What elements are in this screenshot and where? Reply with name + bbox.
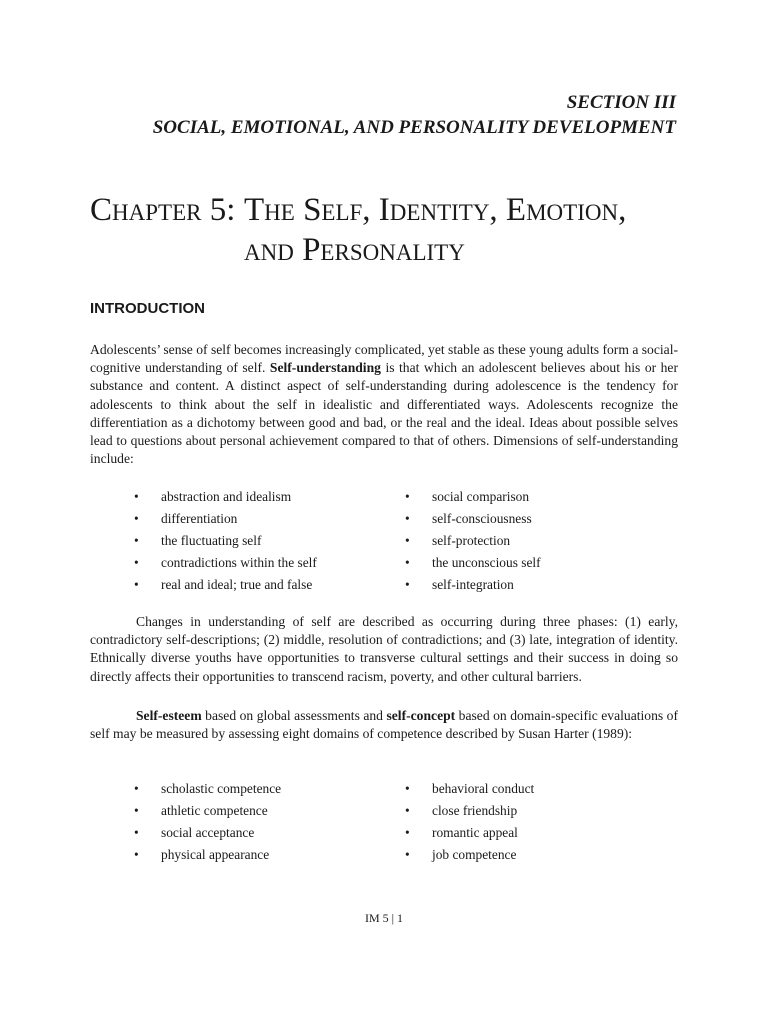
- paragraph-text: Adolescents’ sense of self becomes increasingly complicated, yet stable as these young adults form a social-cognitive understanding of self.: [90, 342, 678, 376]
- list-item-text: physical appearance: [161, 847, 270, 862]
- list-item: [134, 486, 317, 508]
- list-item: [134, 844, 281, 866]
- list-item: [405, 844, 534, 866]
- section-header: [153, 90, 676, 140]
- list-item-text: romantic appeal: [432, 825, 518, 840]
- list-item-text: the unconscious self: [432, 555, 541, 570]
- list-item: [405, 778, 534, 800]
- list-item: [134, 822, 281, 844]
- list-item-text: job competence: [432, 847, 517, 862]
- list-item: [134, 800, 281, 822]
- list-item: [405, 800, 534, 822]
- section-title: SOCIAL, EMOTIONAL, AND PERSONALITY DEVELOPMENT: [152, 117, 676, 138]
- bullet-icon: •: [405, 847, 410, 862]
- bullet-icon: •: [405, 533, 410, 548]
- list-item-text: close friendship: [432, 803, 518, 818]
- term-self-concept: self-concept: [386, 708, 456, 723]
- list-item: [134, 508, 317, 530]
- list-item-text: behavioral conduct: [432, 781, 535, 796]
- list-item: [405, 530, 541, 552]
- bullet-icon: •: [134, 511, 139, 526]
- bullet-icon: •: [134, 489, 139, 504]
- bullet-icon: •: [134, 533, 139, 548]
- list-item-text: social acceptance: [161, 825, 255, 840]
- paragraph-self-understanding: [90, 341, 678, 468]
- list-item-text: social comparison: [432, 489, 530, 504]
- bullet-icon: •: [405, 489, 410, 504]
- paragraph-text: is that which an adolescent believes about his or her substance and content. A distinct aspect of self-understanding during adolescence is the tendency for adolescents to think about the self in idealistic and differentiated ways. Adolescents recognize the differentiation as a dichotomy between good and bad, or the real and the ideal. Ideas about possible selves lead to questions about personal achievement compared to that of others. Dimensions of self-understanding include:: [90, 360, 678, 467]
- section-number: SECTION III: [566, 92, 676, 113]
- paragraph-phases: Changes in understanding of self are described as occurring during three phases: (1) early, contradictory self-descriptions; (2) middle, resolution of contradictions; and (3) late, integration of identity. Ethnically diverse youths have opportunities to transverse cultural settings and their success in doing so directly affects their opportunities to transcend racism, poverty, and other cultural barriers.: [90, 614, 678, 684]
- list-item-text: contradictions within the self: [161, 555, 317, 570]
- chapter-title: The Self, Identity, Emotion, and Personality: [244, 192, 627, 268]
- list-item: [405, 822, 534, 844]
- term-self-understanding: Self-understanding: [269, 360, 381, 376]
- introduction-heading: INTRODUCTION: [90, 300, 205, 317]
- list-item-text: self-consciousness: [432, 511, 532, 526]
- list-item-text: differentiation: [161, 511, 238, 526]
- bullet-icon: •: [134, 847, 139, 862]
- page-footer: IM 5 | 1: [364, 911, 404, 925]
- paragraph-text: based on domain-specific evaluations of self may be measured by assessing eight domains of competence described by Susan Harter (1989):: [90, 708, 678, 742]
- paragraph-self-esteem: [90, 707, 678, 743]
- bullet-icon: •: [405, 555, 410, 570]
- list-item-text: self-protection: [432, 533, 511, 548]
- list-item: [405, 552, 541, 574]
- bullet-icon: •: [134, 803, 139, 818]
- competence-list-right: [405, 778, 534, 866]
- bullet-icon: •: [405, 803, 410, 818]
- list-item-text: real and ideal; true and false: [161, 577, 313, 592]
- list-item: [134, 530, 317, 552]
- list-item: [405, 574, 541, 596]
- chapter-number: Chapter 5:: [90, 192, 236, 228]
- list-item: [405, 486, 541, 508]
- paragraph-text: based on global assessments and: [201, 708, 387, 723]
- bullet-icon: •: [134, 781, 139, 796]
- bullet-icon: •: [134, 555, 139, 570]
- list-item: [134, 552, 317, 574]
- self-understanding-list-left: [134, 486, 317, 596]
- bullet-icon: •: [405, 577, 410, 592]
- bullet-icon: •: [405, 511, 410, 526]
- list-item-text: the fluctuating self: [161, 533, 262, 548]
- list-item-text: scholastic competence: [161, 781, 282, 796]
- bullet-icon: •: [405, 781, 410, 796]
- list-item: [134, 778, 281, 800]
- list-item: [134, 574, 317, 596]
- bullet-icon: •: [134, 577, 139, 592]
- list-item-text: self-integration: [432, 577, 514, 592]
- competence-list-left: [134, 778, 281, 866]
- list-item: [405, 508, 541, 530]
- list-item-text: abstraction and idealism: [161, 489, 292, 504]
- self-understanding-list-right: [405, 486, 541, 596]
- list-item-text: athletic competence: [161, 803, 268, 818]
- bullet-icon: •: [405, 825, 410, 840]
- bullet-icon: •: [134, 825, 139, 840]
- term-self-esteem: Self-esteem: [136, 708, 202, 723]
